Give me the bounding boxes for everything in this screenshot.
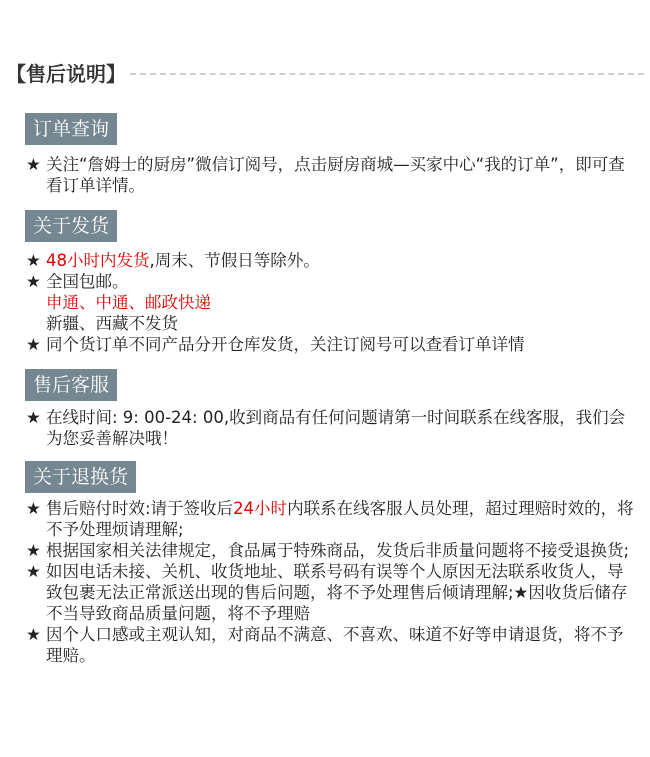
list-item xyxy=(26,407,634,449)
returns-personal-reason-text: 如因电话未接、关机、收货地址、联系号码有误等个人原因无法联系收货人，导致包裹无法正常派送出现的售后问题，将不予处理售后倾请理解;★因收货后储存不当导致商品质量问题，将不予理赔 xyxy=(46,562,628,623)
dashed-divider xyxy=(130,73,644,75)
title-row xyxy=(6,58,644,87)
warehouse-note: 同个货订单不同产品分开仓库发货，关注订阅号可以查看订单详情 xyxy=(46,335,525,354)
returns-claim-text-a: 售后赔付时效:请于签收后 xyxy=(46,499,234,518)
star-bullet-icon: ★ xyxy=(26,499,41,518)
list-item xyxy=(26,540,634,561)
shipping-time-note: ,周末、节假日等除外。 xyxy=(149,251,320,270)
free-shipping-text: 全国包邮。 xyxy=(46,272,129,291)
list-item xyxy=(26,624,634,666)
list-item xyxy=(26,250,634,271)
star-bullet-icon: ★ xyxy=(26,408,41,427)
shipping-exclusion: 新疆、西藏不发货 xyxy=(46,314,178,333)
order-item-text: 关注“詹姆士的厨房”微信订阅号，点击厨房商城—买家中心“我的订单”，即可查看订单详情。 xyxy=(46,155,625,195)
returns-claim-highlight: 24小时 xyxy=(233,499,288,518)
returns-claim-text-b: 内联系在线客服人员处理，超过理赔时效的，将不予处理烦请理解; xyxy=(46,499,634,539)
service-hours-text: 在线时间: 9: 00-24: 00,收到商品有任何问题请第一时间联系在线客服，我们会为您妥善解决哦！ xyxy=(46,408,626,448)
star-bullet-icon: ★ xyxy=(26,272,41,291)
page-title: 【售后说明】 xyxy=(6,62,126,86)
star-bullet-icon: ★ xyxy=(26,625,41,644)
star-bullet-icon: ★ xyxy=(26,155,41,174)
list-item xyxy=(26,334,634,355)
list-item xyxy=(26,498,634,540)
courier-list: 申通、中通、邮政快递 xyxy=(46,293,211,312)
section-service-content xyxy=(26,407,634,449)
shipping-time-highlight: 48小时内发货 xyxy=(46,251,150,270)
section-label-shipping: 关于发货 xyxy=(25,210,117,242)
section-label-service: 售后客服 xyxy=(25,369,117,401)
section-returns-content xyxy=(26,498,634,666)
list-item xyxy=(26,271,634,292)
section-shipping-content xyxy=(26,250,634,355)
list-item xyxy=(26,561,634,624)
star-bullet-icon: ★ xyxy=(26,335,41,354)
returns-law-text: 根据国家相关法律规定，食品属于特殊商品，发货后非质量问题将不接受退换货; xyxy=(46,541,630,560)
section-label-returns: 关于退换货 xyxy=(25,461,136,493)
list-item xyxy=(26,154,634,196)
star-bullet-icon: ★ xyxy=(26,251,41,270)
returns-taste-text: 因个人口感或主观认知，对商品不满意、不喜欢、味道不好等申请退货，将不予理赔。 xyxy=(46,625,624,665)
star-bullet-icon: ★ xyxy=(26,562,41,581)
section-label-order: 订单查询 xyxy=(25,113,117,145)
star-bullet-icon: ★ xyxy=(26,541,41,560)
section-order-content xyxy=(26,154,634,196)
